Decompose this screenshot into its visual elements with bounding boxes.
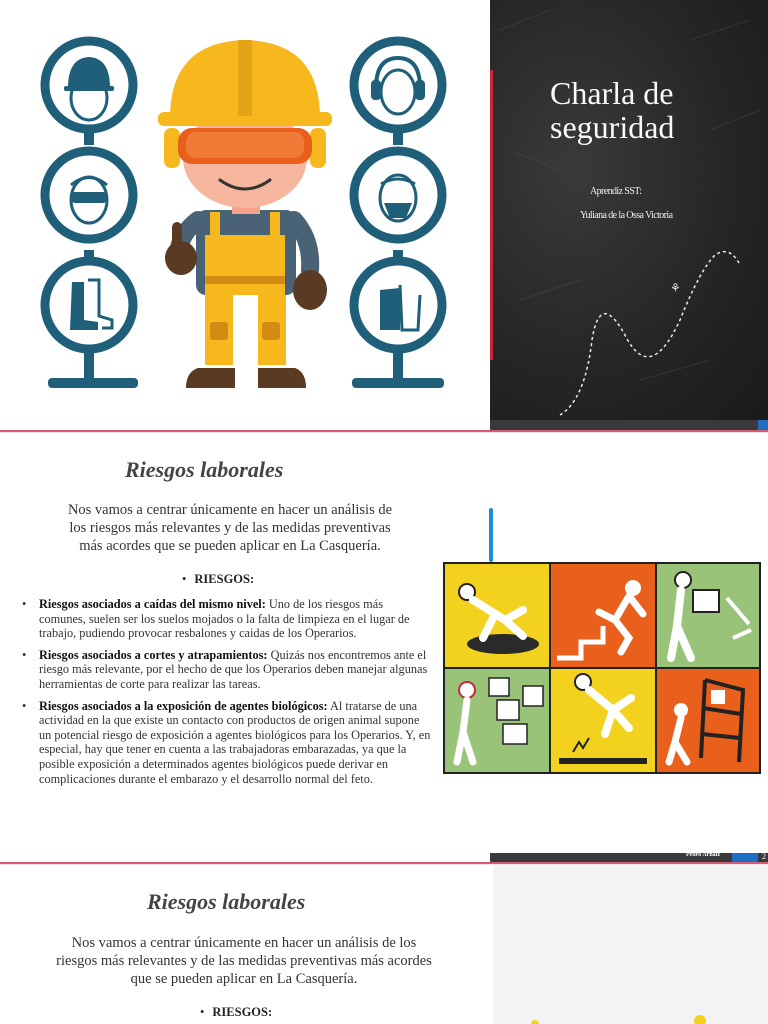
title-line-1: Charla de <box>550 75 674 111</box>
slide-heading: Riesgos laborales <box>125 457 284 482</box>
section-label-text: RIESGOS: <box>212 1005 273 1019</box>
chalk-figure-icon: ⚘ <box>670 281 681 295</box>
intro-paragraph <box>14 934 474 988</box>
risk-title: Riesgos asociados a la exposición de agentes biológicos: <box>39 698 328 713</box>
title-line-2: seguridad <box>550 109 675 145</box>
list-item <box>22 699 432 787</box>
lifting-load-icon <box>657 564 759 667</box>
trip-stairs-icon <box>551 564 655 667</box>
hazard-image-top-edge <box>495 1015 755 1024</box>
face-mask-icon <box>354 151 442 239</box>
hard-hat-icon <box>45 41 133 129</box>
safety-gloves-icon <box>354 261 442 349</box>
safety-worker-illustration <box>0 0 490 432</box>
intro-line: los riesgos más relevantes y de las medidas preventivas <box>69 520 391 536</box>
intro-line: riesgos más relevantes y de las medidas preventivas más acordes <box>56 953 432 969</box>
apprentice-name: Yuliana de la Ossa Victoria <box>580 210 673 221</box>
slide-title-text <box>550 76 760 144</box>
safety-boots-icon <box>45 261 133 349</box>
intro-line: Nos vamos a centrar únicamente en hacer un análisis de <box>67 502 393 518</box>
risks-section-label <box>182 572 254 587</box>
shelf-collapse-icon <box>657 669 759 772</box>
risk-list <box>22 597 432 793</box>
slide-risks-duplicate <box>0 864 768 1024</box>
slide-risks <box>0 432 768 864</box>
apprentice-label: Aprendiz SST: <box>590 186 642 197</box>
list-item <box>22 648 432 692</box>
slide-footer-bar <box>490 420 768 430</box>
footer-accent <box>758 420 768 430</box>
hazard-pictogram-grid <box>443 562 761 774</box>
safety-goggles-icon <box>45 151 133 239</box>
list-item <box>22 597 432 641</box>
intro-paragraph <box>30 501 430 555</box>
electrical-hazard-icon <box>551 669 655 772</box>
risk-text: Quizás nos encontremos ante el riesgo más relevante, por el hecho de que los Operarios deben manejar algunas herramientas de corte para realizar las tareas. <box>39 647 428 691</box>
page-number: 2 <box>762 852 766 861</box>
risk-text: Al tratarse de una actividad en la que existe un contacto con productos de origen animal supone un potencial riesgo de exposición a agentes biológicos para los Operarios. Y, en especial, hay que tener en cuenta a las trabajadoras embarazadas, ya que la posible exposición a determinados agentes biológicos puede derivar en complicaciones durante el embarazo y el desarrollo normal del feto. <box>39 698 431 786</box>
bullet-glyph: • <box>200 1005 205 1019</box>
bullet-glyph: • <box>182 572 187 586</box>
worker-character <box>158 40 332 388</box>
intro-line: que se pueden aplicar en La Casquería. <box>130 971 358 987</box>
intro-line: más acordes que se pueden aplicar en La Casquería. <box>79 538 381 554</box>
red-edge-accent <box>490 70 493 360</box>
slide-title <box>0 0 768 432</box>
footer-author: Pedro Arnaiz <box>685 852 720 858</box>
slip-hazard-icon <box>445 564 549 667</box>
falling-objects-icon <box>445 669 549 772</box>
ear-muffs-icon <box>354 41 442 129</box>
risk-title: Riesgos asociados a caídas del mismo nivel: <box>39 597 266 611</box>
risks-section-label <box>200 1005 272 1020</box>
chalkboard-panel <box>490 0 768 420</box>
blue-accent-bar <box>489 508 493 562</box>
slide-heading: Riesgos laborales <box>147 889 306 914</box>
section-label-text: RIESGOS: <box>194 572 255 586</box>
risk-title: Riesgos asociados a cortes y atrapamientos: <box>39 647 268 662</box>
risk-text: Uno de los riesgos más comunes, suelen ser los suelos mojados o la falta de limpieza en el lugar de trabajo, pudiendo provocar resbalones y caidas de los Operarios. <box>39 597 410 641</box>
right-panel-background <box>493 865 768 1024</box>
dotted-path <box>560 252 740 415</box>
intro-line: Nos vamos a centrar únicamente en hacer un análisis de los <box>71 935 417 951</box>
